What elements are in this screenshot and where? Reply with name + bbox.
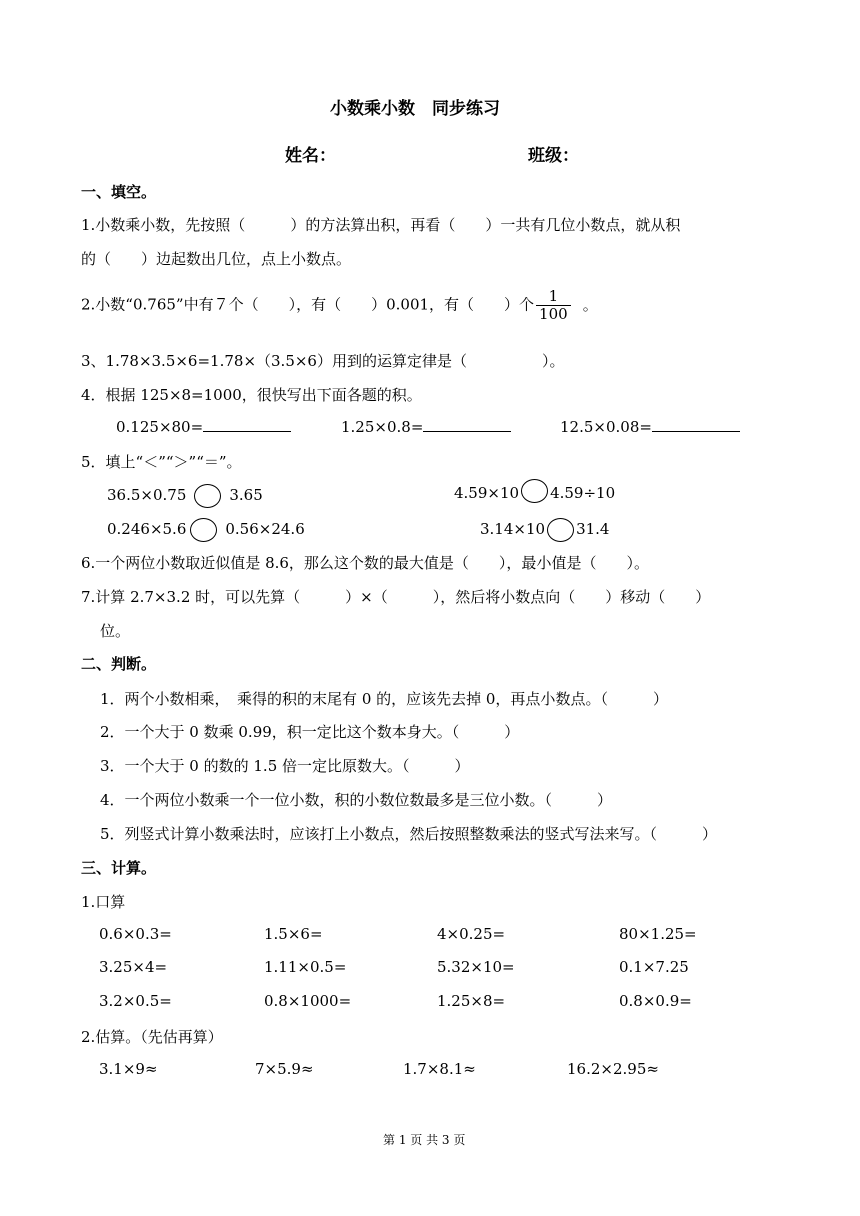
fill-q4: 4．根据 125×8=1000，很快写出下面各题的积。 [81, 386, 422, 404]
page-footer: 第 1 页 共 3 页 [383, 1133, 466, 1147]
compare-d: 3.14×10 31.4 [480, 518, 609, 542]
compare-circle[interactable] [190, 518, 217, 542]
compare-b: 4.59×10 4.59÷10 [454, 484, 615, 503]
estimate-item: 16.2×2.95≈ [567, 1060, 659, 1078]
fill-q7-line2: 位。 [100, 622, 131, 640]
estimate-label: 2.估算。（先估再算） [81, 1028, 223, 1046]
name-label: 姓名： [285, 146, 336, 166]
oral-item: 1.5×6= [264, 925, 323, 943]
oral-item: 1.25×8= [437, 992, 506, 1010]
fill-q1-line1: 1.小数乘小数，先按照（ ）的方法算出积，再看（ ）一共有几位小数点，就从积 [81, 216, 681, 234]
oral-item: 3.25×4= [99, 958, 168, 976]
fill-q4-b: 1.25×0.8= [341, 417, 511, 436]
estimate-item: 7×5.9≈ [255, 1060, 314, 1078]
fill-q6: 6.一个两位小数取近似值是 8.6，那么这个数的最大值是（ ），最小值是（ ）。 [81, 554, 649, 572]
judge-item: 4．一个两位小数乘一个一位小数，积的小数位数最多是三位小数。（ ） [100, 791, 613, 809]
class-label: 班级： [528, 146, 579, 166]
compare-circle[interactable] [521, 479, 548, 503]
fraction-denominator: 100 [539, 305, 568, 323]
oral-calc-label: 1.口算 [81, 893, 126, 911]
fill-q7-line1: 7.计算 2.7×3.2 时，可以先算（ ）×（ ），然后将小数点向（ ）移动（ ） [81, 588, 711, 606]
oral-item: 0.6×0.3= [99, 925, 172, 943]
fill-q2-end: 。 [582, 295, 598, 314]
oral-item: 0.8×1000= [264, 992, 352, 1010]
judge-item: 5．列竖式计算小数乘法时，应该打上小数点，然后按照整数乘法的竖式写法来写。（ ） [100, 825, 718, 843]
fill-q1-line2: 的（ ）边起数出几位，点上小数点。 [81, 250, 352, 268]
section-judge-heading: 二、判断。 [81, 655, 157, 673]
fraction [536, 288, 571, 323]
compare-c: 0.246×5.6 0.56×24.6 [107, 518, 305, 542]
oral-item: 80×1.25= [619, 925, 697, 943]
fill-q4-a: 0.125×80= [116, 417, 291, 436]
fill-q2-text: 2.小数“0.765”中有７个（ ），有（ ）0.001，有（ ）个 [81, 295, 535, 314]
page-title: 小数乘小数 同步练习 [330, 99, 500, 119]
oral-item: 0.1×7.25 [619, 958, 689, 976]
fill-q4-c: 12.5×0.08= [560, 417, 740, 436]
fill-q2 [81, 288, 598, 323]
fraction-numerator: 1 [536, 288, 571, 306]
compare-circle[interactable] [547, 518, 574, 542]
oral-item: 3.2×0.5= [99, 992, 172, 1010]
section-calc-heading: 三、计算。 [81, 859, 157, 877]
judge-item: 1．两个小数相乘， 乘得的积的末尾有 0 的，应该先去掉 0，再点小数点。（ ） [100, 690, 668, 708]
judge-item: 3．一个大于 0 的数的 1.5 倍一定比原数大。（ ） [100, 757, 470, 775]
answer-blank[interactable] [652, 417, 740, 432]
estimate-item: 3.1×9≈ [99, 1060, 158, 1078]
compare-a: 36.5×0.75 3.65 [107, 484, 263, 508]
oral-item: 0.8×0.9= [619, 992, 692, 1010]
oral-item: 4×0.25= [437, 925, 506, 943]
estimate-item: 1.7×8.1≈ [403, 1060, 476, 1078]
answer-blank[interactable] [423, 417, 511, 432]
compare-circle[interactable] [194, 484, 221, 508]
fill-q5: 5．填上“＜”“＞”“＝”。 [81, 453, 242, 471]
answer-blank[interactable] [203, 417, 291, 432]
oral-item: 1.11×0.5= [264, 958, 347, 976]
judge-item: 2．一个大于 0 数乘 0.99，积一定比这个数本身大。（ ） [100, 723, 520, 741]
fill-q3: 3、1.78×3.5×6=1.78×（3.5×6）用到的运算定律是（ ）。 [81, 352, 565, 370]
oral-item: 5.32×10= [437, 958, 515, 976]
section-fill-heading: 一、填空。 [81, 183, 157, 201]
